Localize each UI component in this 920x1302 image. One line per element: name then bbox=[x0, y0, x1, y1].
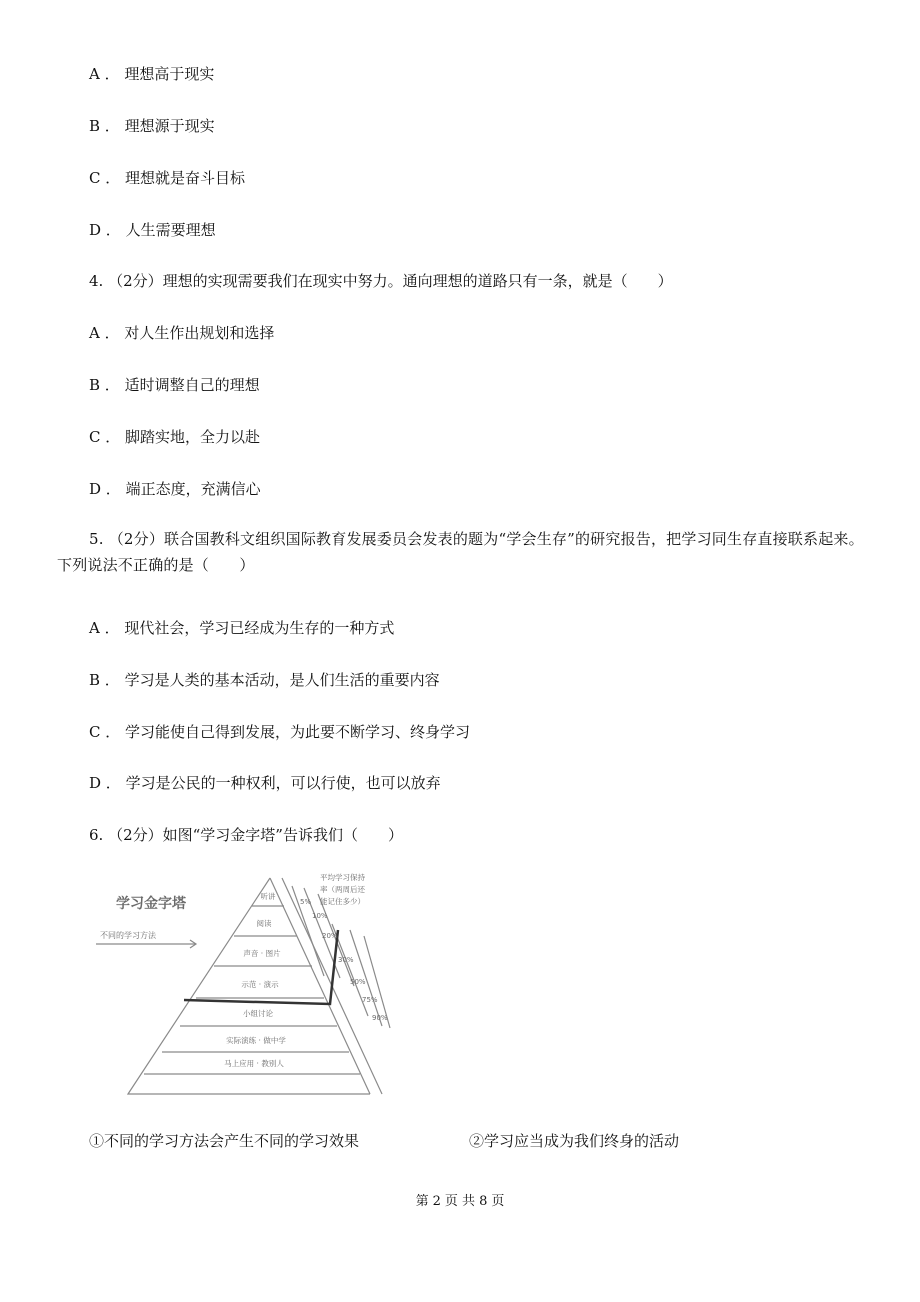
q4-option-c: C ． 脚踏实地，全力以赴 bbox=[89, 428, 261, 446]
pyramid-percent-7: 90% bbox=[372, 1014, 388, 1022]
pyramid-percent-5: 50% bbox=[350, 978, 366, 986]
pyramid-percent-3: 20% bbox=[322, 932, 338, 940]
q3-option-b: B ． 理想源于现实 bbox=[89, 117, 215, 135]
q6-statement-2: ②学习应当成为我们终身的活动 bbox=[469, 1132, 680, 1150]
q4-option-d: D ． 端正态度，充满信心 bbox=[89, 480, 261, 498]
pyramid-title: 学习金字塔 bbox=[116, 896, 186, 912]
pyramid-right-label-3: 能记住多少） bbox=[320, 897, 365, 906]
pyramid-percent-2: 10% bbox=[312, 912, 328, 920]
pyramid-level-1: 听讲 bbox=[260, 892, 276, 901]
q4-option-a: A ． 对人生作出规划和选择 bbox=[89, 324, 275, 342]
q4-option-b: B ． 适时调整自己的理想 bbox=[89, 376, 260, 394]
q5-option-b: B ． 学习是人类的基本活动，是人们生活的重要内容 bbox=[89, 671, 440, 689]
total-pages: 8 bbox=[479, 1194, 488, 1209]
pyramid-left-label: 不同的学习方法 bbox=[100, 931, 156, 940]
pyramid-level-6: 实际演练 · 做中学 bbox=[226, 1036, 286, 1045]
q5-option-d: D ． 学习是公民的一种权利，可以行使，也可以放弃 bbox=[89, 774, 441, 792]
learning-pyramid-figure bbox=[92, 866, 414, 1106]
q6-stem: 6. （2分）如图“学习金字塔”告诉我们（ ） bbox=[89, 826, 403, 844]
q3-option-d: D ． 人生需要理想 bbox=[89, 221, 216, 239]
pyramid-level-7: 马上应用 · 教别人 bbox=[224, 1059, 284, 1068]
page-footer: 第 2 页 共 8 页 bbox=[415, 1194, 505, 1209]
q3-option-a: A ． 理想高于现实 bbox=[89, 65, 215, 83]
q5-option-a: A ． 现代社会，学习已经成为生存的一种方式 bbox=[89, 619, 395, 637]
q5-stem: 5. （2分）联合国教科文组织国际教育发展委员会发表的题为“学会生存”的研究报告，把学习同生存直接联系起来。下列说法不正确的是（ ） bbox=[57, 530, 864, 574]
pyramid-level-4: 示范 · 演示 bbox=[241, 980, 279, 989]
q6-statement-1: ①不同的学习方法会产生不同的学习效果 bbox=[89, 1132, 360, 1150]
pyramid-percent-4: 30% bbox=[338, 956, 354, 964]
pyramid-right-label-1: 平均学习保持 bbox=[320, 873, 365, 882]
pyramid-percent-6: 75% bbox=[362, 996, 378, 1004]
q4-stem: 4. （2分）理想的实现需要我们在现实中努力。通向理想的道路只有一条，就是（ ） bbox=[89, 272, 673, 290]
q5-option-c: C ． 学习能使自己得到发展，为此要不断学习、终身学习 bbox=[89, 723, 471, 741]
pyramid-percent-1: 5% bbox=[300, 898, 312, 906]
current-page: 2 bbox=[432, 1194, 441, 1209]
pyramid-level-5: 小组讨论 bbox=[243, 1009, 273, 1018]
pyramid-right-label-2: 率（两周后还 bbox=[320, 885, 365, 894]
pyramid-level-2: 阅读 bbox=[256, 919, 272, 928]
q3-option-c: C ． 理想就是奋斗目标 bbox=[89, 169, 246, 187]
pyramid-level-3: 声音 · 图片 bbox=[243, 949, 281, 958]
